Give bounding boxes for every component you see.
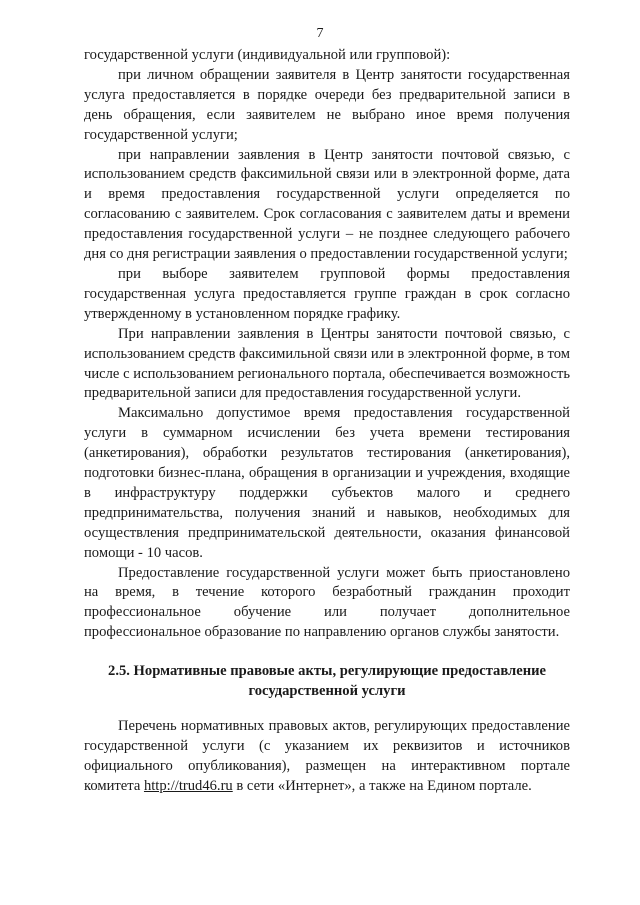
- section-heading: [84, 661, 570, 701]
- document-body: [84, 46, 570, 797]
- paragraph: при личном обращении заявителя в Центр занятости государственная услуга предоставляется в порядке очереди без предварительной записи в день обращения, если заявителем не выбрано иное время получения государственной услуги;: [84, 66, 570, 143]
- section-text: в сети «Интернет», а также на Едином портале.: [232, 777, 532, 794]
- paragraph: при направлении заявления в Центр занятости почтовой связью, с использованием средств факсимильной связи или в электронной форме, дата и время предоставления государственной услуги определяется по согласованию с заявителем. Срок согласования с заявителем даты и времени предоставления государственной услуги – не позднее следующего рабочего дня со дня регистрации заявления о предоставлении государственной услуги;: [84, 146, 570, 263]
- paragraph: Предоставление государственной услуги может быть приостановлено на время, в течение которого безработный гражданин проходит профессиональное обучение или получает дополнительное профессиональное образование по направлению органов службы занятости.: [84, 564, 570, 641]
- section-text: Перечень нормативных правовых актов, регулирующих предоставление государственной услуги (с указанием их реквизитов и источников официального опубликования), размещен на интерактивном портале комитета: [84, 718, 570, 794]
- section-paragraph: [84, 717, 570, 797]
- paragraph: при выборе заявителем групповой формы предоставления государственная услуга предоставляется группе граждан в срок согласно утвержденному в установленном порядке графику.: [84, 265, 570, 322]
- paragraph: При направлении заявления в Центры занятости почтовой связью, с использованием средств факсимильной связи или в электронной форме, в том числе с использованием регионального портала, обеспечивается возможность предварительной записи для предоставления государственной услуги.: [84, 325, 570, 402]
- portal-link[interactable]: http://trud46.ru: [143, 777, 233, 794]
- paragraph: Максимально допустимое время предоставления государственной услуги в суммарном исчислении без учета времени тестирования (анкетирования), обработки результатов тестирования (анкетирования), подготовки бизнес-плана, обращения в организации и учреждения, входящие в инфраструктуру поддержки субъектов малого и среднего предпринимательства, получения знаний и навыков, необходимых для осуществления предпринимательской деятельности, оказания финансовой помощи - 10 часов.: [84, 405, 570, 561]
- section-heading-line: государственной услуги: [248, 683, 406, 700]
- page-number: 7: [316, 26, 324, 41]
- section-heading-line: 2.5. Нормативные правовые акты, регулирующие предоставление: [108, 663, 546, 680]
- paragraph: государственной услуги (индивидуальной или групповой):: [84, 47, 451, 63]
